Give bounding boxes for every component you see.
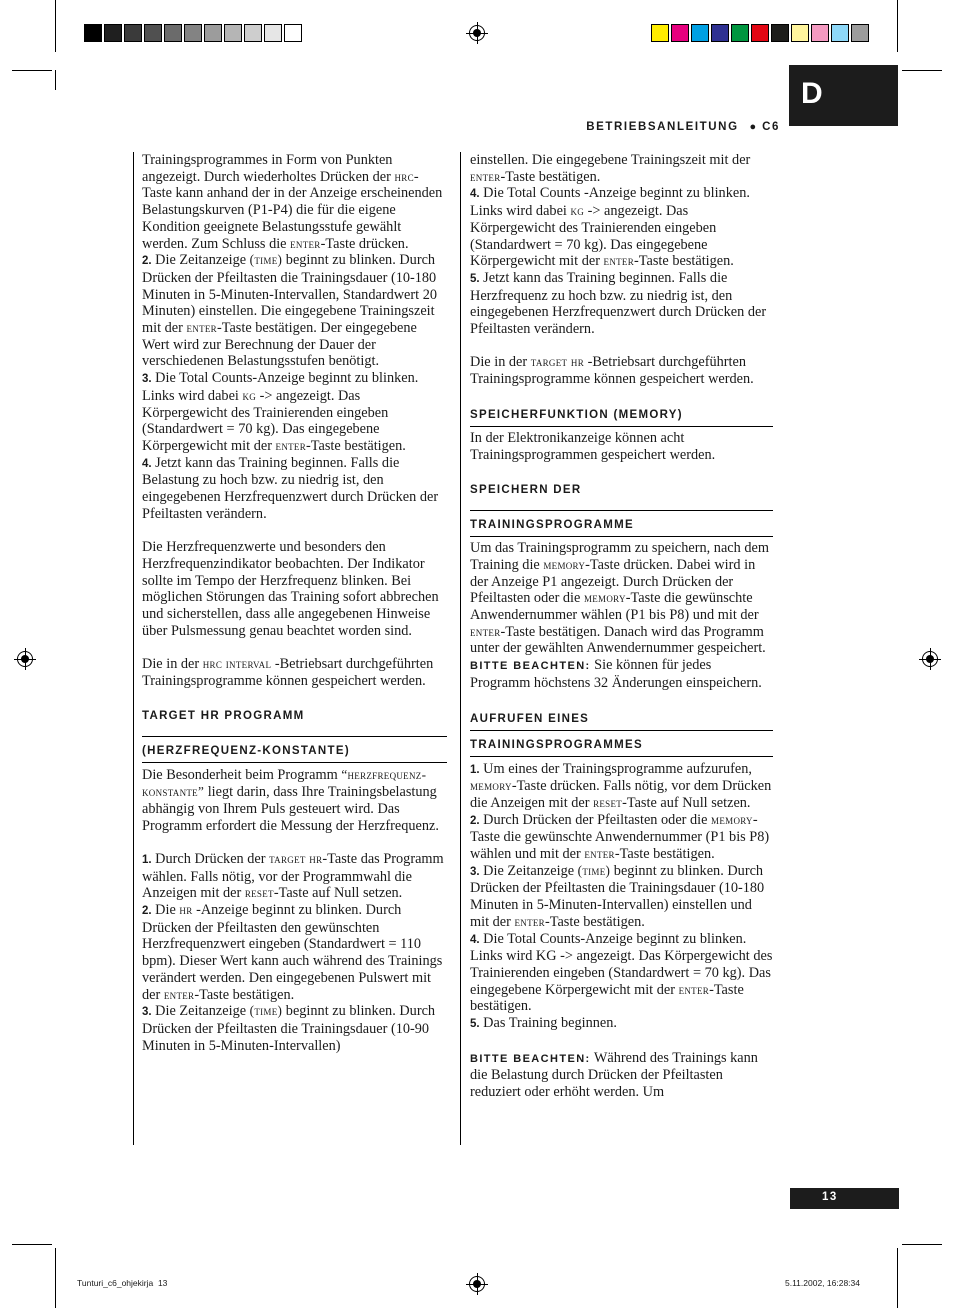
- color-swatch: [164, 24, 182, 42]
- language-tab: [789, 65, 898, 126]
- color-swatch: [264, 24, 282, 42]
- section-heading: (HERZFREQUENZ-KONSTANTE): [142, 745, 350, 758]
- paragraph: einstellen. Die eingegebene Trainingszeit mit der enter-Taste bestätigen.: [470, 152, 751, 185]
- divider: [142, 736, 447, 737]
- color-swatch: [731, 24, 749, 42]
- step-1: 1. Durch Drücken der target hr-Taste das Programm wählen. Falls nötig, vor der Programmwahl die Anzeigen mit der reset-Taste auf Null setzen.: [142, 850, 444, 902]
- color-swatch: [284, 24, 302, 42]
- divider: [470, 730, 773, 731]
- registration-mark-icon: [922, 651, 938, 667]
- running-title: BETRIEBSANLEITUNG: [586, 121, 739, 133]
- step-3: 3. Die Zeitanzeige (time) beginnt zu blinken. Durch Drücken der Pfeiltasten die Trainingsdauer (10-90 Minuten in 5-Minuten-Intervallen): [142, 1003, 436, 1054]
- running-header: [560, 121, 780, 133]
- column-rule-right: [460, 152, 461, 1145]
- registration-mark-icon: [469, 1276, 485, 1292]
- divider: [470, 510, 773, 511]
- page-number: 13: [822, 1191, 838, 1203]
- section-heading: TRAININGSPROGRAMMES: [470, 738, 643, 751]
- color-swatch: [144, 24, 162, 42]
- color-swatch: [651, 24, 669, 42]
- step-2: 2. Die hr -Anzeige beginnt zu blinken. Durch Drücken der Pfeiltasten den gewünschten Herzfrequenzwert eingeben (Standardwert = 110 bpm). Dieser Wert kann auch während des Trainings verändert werden. Den eingegebenen Pulswert mit der enter-Taste bestätigen.: [142, 902, 443, 1003]
- color-swatch: [791, 24, 809, 42]
- color-swatch: [671, 24, 689, 42]
- color-swatch: [851, 24, 869, 42]
- step-2: 2. Durch Drücken der Pfeiltasten oder die memory-Taste die gewünschte Anwendernummer (P1 bis P8) wählen und mit der enter-Taste bestätigen.: [470, 811, 770, 863]
- section-heading: AUFRUFEN EINES: [470, 712, 590, 725]
- color-swatch: [204, 24, 222, 42]
- color-swatch: [771, 24, 789, 42]
- section-heading: TARGET HR PROGRAMM: [142, 710, 305, 723]
- paragraph: BITTE BEACHTEN: Während des Trainings kann die Belastung durch Drücken der Pfeiltasten reduziert oder erhöht werden. Um: [470, 1049, 758, 1100]
- color-swatch: [124, 24, 142, 42]
- paragraph: Trainingsprogrammes in Form von Punkten angezeigt. Durch wiederholtes Drücken der hrc-Taste kann anhand der in der Anzeige erscheinenden Belastungskurven (P1-P4) die für die eigene Kondition geeignete Belastungsstufe gewählt werden. Zum Schluss die enter-Taste drücken.: [142, 152, 443, 252]
- column-left: [142, 152, 447, 1054]
- color-swatch: [691, 24, 709, 42]
- registration-mark-icon: [17, 651, 33, 667]
- registration-mark-icon: [469, 25, 485, 41]
- model-name: C6: [762, 121, 780, 133]
- paragraph: Die Herzfrequenzwerte und besonders den Herzfrequenzindikator beobachten. Der Indikator sollte im Tempo der Herzfrequenz blinken. Bei möglichen Störungen das Training sofort abbrechen und sicherstellen, dass alle angegebenen Hinweise über Pulsmessung genau beachtet worden sind.: [142, 539, 439, 639]
- step-5: 5. Jetzt kann das Training beginnen. Falls die Herzfrequenz zu hoch bzw. zu niedrig ist, den eingegebenen Herzfrequenzwert durch Drücken der Pfeiltasten verändern.: [470, 269, 767, 338]
- bullet-icon: ●: [749, 121, 757, 133]
- color-swatch: [751, 24, 769, 42]
- language-tab-label: D: [801, 77, 823, 110]
- color-swatch: [184, 24, 202, 42]
- step-3: 3. Die Total Counts-Anzeige beginnt zu blinken. Links wird dabei kg -> angezeigt. Das Körpergewicht des Trainierenden eingeben (Standardwert = 70 kg). Das eingegebene Körpergewicht mit der enter-Taste bestätigen.: [142, 370, 419, 454]
- paragraph: Die in der target hr -Betriebsart durchgeführten Trainingsprogramme können gespeichert werden.: [470, 354, 754, 388]
- color-swatch: [244, 24, 262, 42]
- paragraph: Um das Trainingsprogramm zu speichern, nach dem Training die memory-Taste drücken. Dabei wird in der Anzeige P1 angezeigt. Durch Drücken der Pfeiltasten oder die memory-Taste die gewünschte Anwendernummer wählen (P1 bis P8) und mit der enter-Taste bestätigen. Danach wird das Programm unter der gewählten Anwendernummer gespeichert. BITTE BEACHTEN: Sie können für jedes Programm höchstens 32 Änderungen einspeichern.: [470, 540, 769, 691]
- date-info: 5.11.2002, 16:28:34: [785, 1278, 860, 1288]
- step-4: 4. Die Total Counts-Anzeige beginnt zu blinken. Links wird KG -> angezeigt. Das Körpergewicht des Trainierenden eingeben (Standardwert = 70 kg). Das eingegebene Körpergewicht mit der enter-Taste bestätigen.: [470, 930, 773, 1015]
- step-2: 2. Die Zeitanzeige (time) beginnt zu blinken. Durch Drücken der Pfeiltasten die Trainingsdauer (10-180 Minuten in 5-Minuten-Intervallen, Standardwert 20 Minuten) einstellen. Die eingegebene Trainingszeit mit der enter-Taste bestätigen. Der eingegebene Wert wird zur Berechnung der Dauer der verschiedenen Belastungsstufen benötigt.: [142, 252, 437, 370]
- color-swatch: [104, 24, 122, 42]
- column-rule-left: [133, 152, 134, 1145]
- page-number-box: [790, 1188, 899, 1209]
- step-5: 5. Das Training beginnen.: [470, 1015, 617, 1032]
- paragraph: In der Elektronikanzeige können acht Trainingsprogrammen gespeichert werden.: [470, 429, 716, 463]
- section-heading: SPEICHERFUNKTION (MEMORY): [470, 408, 683, 421]
- color-swatch: [84, 24, 102, 42]
- color-swatch: [831, 24, 849, 42]
- step-3: 3. Die Zeitanzeige (time) beginnt zu blinken. Durch Drücken der Pfeiltasten die Trainingsdauer (10-180 Minuten in 5-Minuten-Intervallen) einstellen und mit der enter-Taste bestätigen.: [470, 862, 765, 930]
- step-4: 4. Die Total Counts -Anzeige beginnt zu blinken. Links wird dabei kg -> angezeigt. Das Körpergewicht des Trainierenden eingeben (Standardwert = 70 kg). Das eingegebene Körpergewicht mit der enter-Taste bestätigen.: [470, 185, 750, 270]
- color-swatch: [811, 24, 829, 42]
- step-4: 4. Jetzt kann das Training beginnen. Falls die Belastung zu hoch bzw. zu niedrig ist, den eingegebenen Herzfrequenzwert durch Drücken der Pfeiltasten verändern.: [142, 454, 439, 522]
- color-swatch: [224, 24, 242, 42]
- paragraph: Die Besonderheit beim Programm “herzfrequenz-konstante” liegt darin, dass Ihre Trainingsbelastung abhängig von Ihrem Puls gesteuert wird. Das Programm erfordert die Messung der Herzfrequenz.: [142, 767, 439, 834]
- paragraph: Die in der hrc interval -Betriebsart durchgeführten Trainingsprogramme können gespeichert werden.: [142, 656, 434, 689]
- section-heading: TRAININGSPROGRAMME: [470, 519, 634, 532]
- column-right: [470, 152, 773, 1101]
- section-heading: SPEICHERN DER: [470, 484, 582, 497]
- color-swatch: [711, 24, 729, 42]
- step-1: 1. Um eines der Trainingsprogramme aufzurufen, memory-Taste drücken. Falls nötig, vor dem Drücken die Anzeigen mit der reset-Taste auf Null setzen.: [470, 760, 772, 811]
- file-info: Tunturi_c6_ohjekirja 13: [77, 1278, 168, 1288]
